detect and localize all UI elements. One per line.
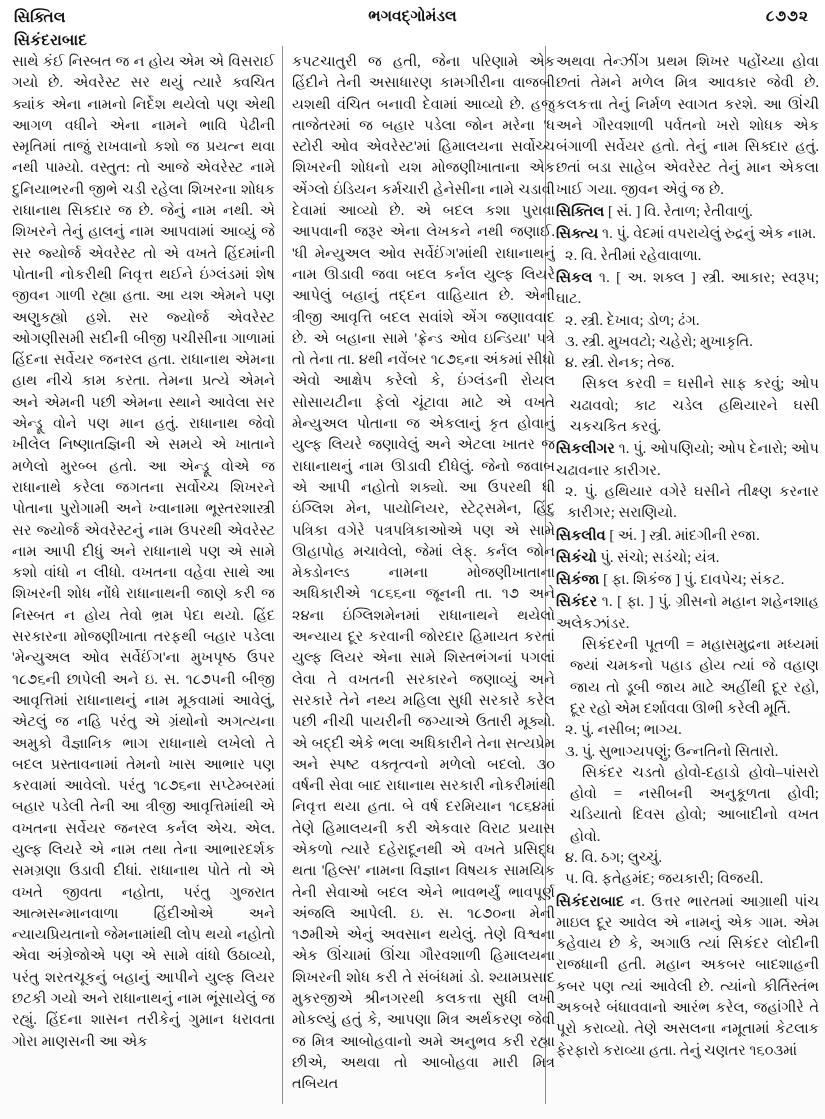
page-number: ૮૭૭૨: [765, 8, 809, 25]
column-2: [292, 52, 555, 1114]
guideword-first: સિક્તિલ: [14, 9, 66, 26]
entry-sense: ૨. સ્ત્રી. દેખાવ; ડોળ; ઢંગ.: [565, 312, 700, 329]
entry-definition: પું. સંચો; સડંચો; યંત્ર.: [596, 549, 720, 566]
dictionary-entry: [556, 592, 819, 635]
entry-idiom-phrase: સિકલ કરવી = ઘસીને સાફ કરવું; ઓપ ચઢાવવો; કાટ ચડેલ હથિયારને ઘસી ચકચકિત કરવું.: [570, 376, 819, 436]
dictionary-entry: [556, 570, 819, 591]
dictionary-entry: [556, 224, 819, 245]
guideword-last: સિકંદરાબાદ: [14, 32, 87, 49]
entry-headword: સિક્ત્ય: [556, 226, 599, 243]
entry-definition: ન. ઉત્તર ભારતમાં આગ્રાથી પાંચ માઇલ દૂર આવેલ એ નામનું એક ગામ. એમ કહેવાય છે કે, અગાઉ ત્યાં સિકંદર લોદીની રાજધાની હતી. મહાન અકબર બાદશાહની કબર પણ ત્યાં આવેલી છે. ત્યાંનો કીર્તિસ્તંભ અકબરે બંધાવવાનો આરંભ કરેલ, જહાંગીરે તે પૂરો કરાવ્યો. તેણે અસલના નમૂતામાં કેટલાક ફેરફારો કરાવ્યા હતા. તેનું ચણતર ૧૬૦૩માં: [556, 893, 819, 1059]
entry-headword: સિક્તિલ: [556, 204, 605, 221]
dictionary-entry: [556, 439, 819, 482]
dictionary-entry-list: [556, 202, 819, 1062]
text-columns: [0, 52, 825, 1114]
dictionary-entry: [556, 548, 819, 569]
entry-definition: [ ફા. શિકંજ ] પું. દાવપેચ; સંકટ.: [599, 572, 785, 589]
entry-headword: સિકંદર: [556, 594, 598, 611]
entry-definition: ૧. [ ફા. ] પું. ગ્રીસનો મહાન શહેનશાહ અલેકઝાંડર.: [556, 594, 819, 632]
column-2-continuation-text: કપટચાતુરી જ હતી, જેના પરિણામે એક હિંદીને તેની અસાધારણ કામગીરીના વાજબી યશથી વંચિત બનાવી દેવામાં આવ્યો છે. હજુ તાજેતરમાં જ બહાર પડેલા જોન મરેના 'ધ સ્ટોરી ઓવ એવરેસ્ટ'માં હિમાલયના સર્વોચ્ચ શિખરની શોધનો યશ મોજણીખાતાના એક એંગ્લો ઇંડિયન કર્મચારી હેનેસીના નામે ચડાવી દેવામાં આવ્યો છે. એ બદલ કશા પુરાવા આપવાની જરૂર એના લેખકને નથી જણાઈ. 'ધી મેન્યુઅલ ઓવ સર્વેઈંગ'માંથી રાધાનાથનું નામ ઊડાવી જવા બદલ કર્નલ યુલ્ફ લિયરે આપેલું બહાનું તદ્દન વાહિયાત છે. એની ત્રીજી આવૃત્તિ બદલ સવાંશે એંગ જણાવવાદ છે. એ બહાના સામે 'ફ્રેન્ડ ઓવ ઇન્ડિયા' પત્રે તો તેના તા. ૪થી નવેંબર ૧૮૭૬ના અંકમાં સીધો એવો આક્ષેપ કરેલો કે, ઇંગ્લંડની રોયલ સોસાયટીના ફેલો ચૂંટાવા માટે એ વખતે મેન્યુઅલ પોતાના જ એકલાનું કૃત હોવાનું યુલ્ફ લિયરે જણાવેલું અને એટલા ખાતર જ રાધાનાથનું નામ ઊડાવી દીધેલું. જેનો જવાબ એ આપી નહોતો શક્યો. આ ઉપરથી ધી ઇંગ્લિશ મેન, પાયોનિયર, સ્ટેટ્સમેન, હિંદુ પત્રિકા વગેરે પત્રપત્રિકાઓએ પણ એ સામે ઊહાપોહ મચાવેલો, જેમાં લેફ્. કર્નલ જોન મેક્ડોનલ્ડ નામના મોજણીખાતાના અધિકારીએ ૧૮૬૬ના જૂનની તા. ૧૭ અને ૨૪ના ઇંગ્લિશમેનમાં રાધાનાથને થયેલો અન્યાય દૂર કરવાની જોરદાર હિમાયત કરતાં યુલ્ફ લિયર એના સામે શિસ્તભંગનાં પગલાં લેવા તે વખતની સરકારને જણાવ્યું અને સરકારે તેને નથ્ય મહિલા સુધી સરકારે કરેલ પછી નીચી પાયરીની જગ્યાએ ઉતારી મૂક્યો. એ બદ્દી એકે ભલા અધિકારીને તેના સત્યપ્રેમ અને સ્પષ્ટ વક્તૃત્વનો મળેલો બદલો. ૩૦ વર્ષની સેવા બાદ રાધાનાથ સરકારી નોકરીમાંથી નિવૃત્ત થયા હતા. બે વર્ષ દરમિયાન ૧૮૬૪માં તેણે હિમાલયની કરી એકવાર વિરાટ પ્રયાસ એકળો ત્યારે દહેરાદૂનથી એ વખતે પ્રસિદ્ધ થતા 'હિલ્સ' નામના વિજ્ઞાન વિષયક સામયિક તેની સેવાઓ બદલ એને ભાવભર્યું ભાવપૂર્ણ અંજલિ આપેલી. ઇ. સ. ૧૮૭૦ના મેની ૧૭મીએ એનું અવસાન થયેલું. તેણે વિશ્વના એક ઊંચામાં ઊંચા ગૌરવશાળી હિમાલયના શિખરની શોધ કરી તે સંબંધમાં ડો. શ્યામપ્રસાદ મુકરજીએ શ્રીનગરથી કલકત્તા સુધી લખી મોકલ્યું હતું કે, આપણા મિત્ર અર્થકરણ જેવી જ મિત્ર આબોહવાનો અમે અનુભવ કરી રહ્યા છીએ, અથવા તો આબોહવા મારી મિત્ર તબિયત: [292, 54, 555, 1093]
dictionary-entry: [556, 892, 819, 1062]
entry-definition: ૧. પું. ઓપણિયો; ઓપ દેનારો; ઓપ ચઢાવનાર કારીગર.: [556, 441, 819, 479]
dictionary-entry: [556, 268, 819, 311]
entry-headword: સિકંદરાબાદ: [556, 893, 625, 910]
entry-headword: સિકલ: [556, 269, 593, 286]
entry-sense: ૨. પું. હથિયાર વગેરે ઘસીને તીક્ષ્ણ કરનાર કારીગર; સરાણિયો.: [565, 483, 819, 522]
entry-sense: ૫. વિ. ફતેહમંદ; જયકારી; વિજયી.: [565, 871, 764, 888]
entry-headword: સિકંજા: [556, 572, 600, 589]
entry-definition: ૧. પું. વેદમાં વપરાયેલું રુદ્રનું એક નામ.: [598, 226, 816, 243]
column-3: [556, 52, 819, 1114]
entry-definition: ૧. [ અ. શક્લ ] સ્ત્રી. આકાર; સ્વરૂપ; ઘાટ.: [556, 269, 819, 308]
dictionary-entry: [556, 526, 819, 547]
entry-sense: ૩. પું. સુભાગ્યપણું; ઉન્નતિનો સિતારો.: [565, 743, 779, 760]
entry-headword: સિકલીવ: [556, 527, 606, 544]
entry-definition: [ અં. ] સ્ત્રી. માંદગીની રજા.: [605, 527, 760, 544]
entry-sense: ૪. સ્ત્રી. રોનક; તેજ.: [565, 355, 675, 372]
running-head: [0, 6, 825, 54]
entry-sense: ૩. સ્ત્રી. મુખવટો; ચહેરો; મુખાકૃતિ.: [565, 333, 753, 350]
entry-headword: સિકલીગર: [556, 441, 615, 458]
column-1: [12, 52, 275, 1114]
entry-sense: ૪. વિ. ઠગ; લુચ્ચું.: [565, 849, 663, 866]
entry-sense: ૨. વિ. રેતીમાં રહેવાવાળા.: [565, 247, 702, 264]
dictionary-entry: [556, 202, 819, 223]
column-3-continuation-text: અથવા તેન્ઝીંગ પ્રથમ શિખર પહોંચ્યા હોવા છતાં તેમને મળેલ મિત્ર આવકાર જેવી છે. કલકત્તા તેનું નિર્મળ સ્વાગત કરશે. આ ઊંચી અને ગૌરવશાળી પર્વતનો ખરો શોધક એક બંગાળી સર્વેયર હતો. તેનું નામ સિક્દાર હતું. છતાં બડા સાહેબ એવરેસ્ટ તેનું માન એકલા ખાઈ ગયા. જીવન એવું જ છે.: [556, 54, 819, 198]
entry-idiom-phrase: સિકંદર ચડતો હોવો-દહાડો હોવો–પાંસરો હોવો = નસીબની અનુકૂળતા હોવી; ચડિયાતો દિવસ હોવો; આબાદીનો વખત હોવો.: [570, 764, 819, 845]
column-1-continuation-text: સાથે કંઈ નિસ્બત જ ન હોય એમ એ વિસરાઈ ગયો છે. એવરેસ્ટ સર થયું ત્યારે ક્વચિત ક્યાંક એના નામનો નિર્દેશ થયેલો પણ એથી આગળ વધીને એના નામને ભાવિ પેઢીની સ્મૃતિમાં તાજું રાખવાનો કશો જ પ્રયત્ન થવા નથી પામ્યો. વસ્તુત: તો આજે એવરેસ્ટ નામે દુનિયાભરની જીભે ચડી રહેલા શિખરના શોધક રાધાનાથ સિક્દાર જ છે. જેનું નામ નથી. એ શિખરને તેનું હાલનું નામ આપવામાં આવ્યું જે સર જ્યોર્જ એવરેસ્ટ તો એ વખતે હિંદમાંની પોતાની નોકરીથી નિવૃત્ત થઈને ઇંગ્લંડમાં શેષ જીવન ગાળી રહ્યા હતા. આ યશ એમને પણ અણુકહ્યો હશે. સર જ્યોર્જ એવરેસ્ટ ઓગણીસમી સદીની બીજી પચીસીના ગાળામાં હિંદના સર્વેયર જનરલ હતા. રાધાનાથ એમના હાથ નીચે કામ કરતા. તેમના પ્રત્યે એમને અને એમની પછી એમના સ્થાને આવેલા સર એન્ડ્રૂ વોને પણ માન હતું. રાધાનાથ જેવો ખીલેલ નિષ્ણાતજ્ઞિની એ સમયે એ ખાતાને મળેલો મુરબ્બ હતો. આ એન્ડ્રૂ વોએ જ રાધાનાથે કરેલા જગતના સર્વોચ્ચ શિખરને પોતાના પુરોગામી અને ખ્વાનામા ભૂસ્તરશાસ્ત્રી સર જ્યોર્જ એવરેસ્ટનું નામ ઉપરથી એવરેસ્ટ નામ આપી દીધું અને રાધાનાથે પણ એ સામે કશો વાંધો ન લીધો. વખતના વહેવા સાથે આ શિખરની શોધ નોંધે રાધાનાથની જાણે કરી જ નિસ્બત ન હોય તેવો ભ્રમ પેદા થયો. હિંદ સરકારના મોજણીખાતા તરફથી બહાર પડેલા 'મેન્યુઅલ ઓવ સર્વેઈંગ'ના મુખપૃષ્ઠ ઉપર ૧૮૭૬ની છાપેલી અને ઇ. સ. ૧૮૭૫ની બીજી આવૃત્તિમાં રાધાનાથનું નામ મૂકવામાં આવેલું, એટલું જ નહિ પરંતુ એ ગ્રંથોનો અગત્યના અમુકો વૈજ્ઞાનિક ભાગ રાધાનાથે લખેલો તે બદલ પ્રસ્તાવનામાં તેમનો ખાસ આભાર પણ કરવામાં આવેલો. પરંતુ ૧૮૭૬ના સપ્ટેમ્બરમાં બહાર પડેલી તેની આ ત્રીજી આવૃત્તિમાંથી એ વખતના સર્વેયર જનરલ કર્નલ એચ. એલ. યુલ્ફ લિયરે એ નામ તથા તેના આભારદર્શક સમગ્રણા ઉડાવી દીધાં. રાધાનાથ પોતે તો એ વખતે જીવતા નહોતા, પરંતુ ગુજરાત આત્મસન્માનવાળા હિંદીઓએ અને ન્યાયપ્રિયતાનો જેમનામાંથી લોપ થયો નહોતો એવા અંગ્રેજોએ પણ એ સામે વાંધો ઉઠાવ્યો, પરંતુ શરતચૂકનું બહાનું આપીને યુલ્ફ લિયર છટકી ગયો અને રાધાનાથનું નામ ભૂંસાયેલું જ રહ્યું. હિંદના શાસન તરીકેનું ગુમાન ધરાવતા ગોરા માણસની આ એક: [12, 54, 275, 1050]
book-title: ભગવદ્ગોમંડલ: [368, 8, 457, 25]
entry-headword: સિકંચો: [556, 549, 597, 566]
entry-definition: [ સં. ] વિ. રેતાળ; રેતીવાળું.: [604, 204, 753, 221]
entry-sense: ૨. પું. નસીબ; ભાગ્ય.: [565, 722, 682, 739]
entry-idiom-phrase: સિકંદરની પૂતળી = મહાસમુદ્રના મધ્યમાં જ્યાં ચમકનો પહાડ હોય ત્યાં જે વહાણ જાય તો ડૂબી જાય માટે અહીંથી દૂર રહો, દૂર રહો એમ દર્શાવવા ઊભી કરેલી મૂર્તિ.: [570, 637, 819, 717]
